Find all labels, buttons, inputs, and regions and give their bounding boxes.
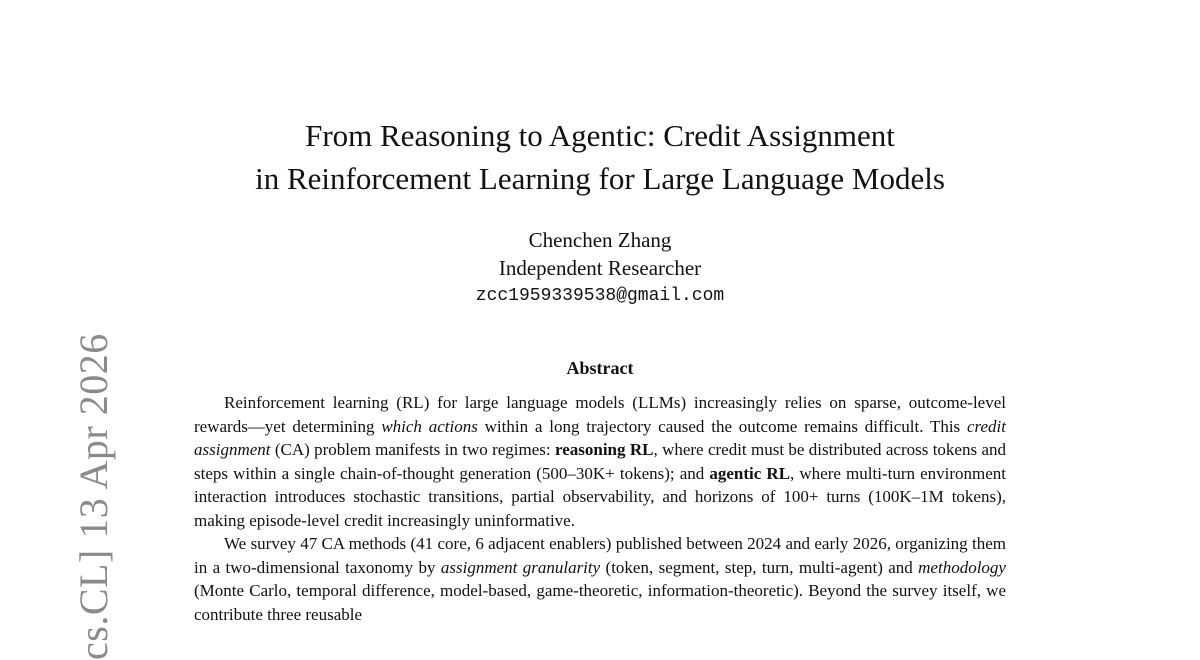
author-affiliation: Independent Researcher bbox=[498, 256, 702, 280]
abstract-emphasis: credit assignment bbox=[194, 416, 1006, 459]
abstract-text: Reinforcement learning (RL) for large language models (LLMs) increasingly relies on sparse, outcome-level rewards—yet determining bbox=[194, 393, 1006, 436]
abstract-text: (Monte Carlo, temporal difference, model-based, game-theoretic, information-theoretic). Beyond the survey itself, we contribute three reusable bbox=[194, 581, 1006, 624]
abstract-heading: Abstract bbox=[566, 358, 634, 378]
title-line-2: in Reinforcement Learning for Large Language Models bbox=[255, 161, 945, 196]
author-email[interactable]: zcc1959339538@gmail.com bbox=[475, 286, 725, 306]
abstract-text: (CA) problem manifests in two regimes: bbox=[270, 440, 555, 459]
arxiv-identifier-stamp: cs.CL] 13 Apr 2026 bbox=[71, 333, 116, 660]
abstract-text: , where multi-turn environment interaction introduces stochastic transitions, partial observability, and horizons of 100+ turns (100K–1M tokens), making episode-level credit increasingly uninformative. bbox=[194, 463, 1007, 530]
abstract-paragraph-2 bbox=[194, 532, 1006, 626]
abstract-text: We survey 47 CA methods (41 core, 6 adjacent enablers) published between 2024 and early 2026, organizing them in a two-dimensional taxonomy by bbox=[194, 534, 1006, 577]
abstract-paragraph-1 bbox=[194, 391, 1006, 532]
abstract-emphasis: assignment granularity bbox=[440, 557, 601, 577]
abstract-text: within a long trajectory caused the outcome remains difficult. This bbox=[477, 416, 967, 436]
author-name: Chenchen Zhang bbox=[528, 228, 672, 252]
abstract-text: (token, segment, step, turn, multi-agent) and bbox=[600, 557, 919, 577]
abstract-body bbox=[194, 391, 1006, 626]
abstract-bold-term: reasoning RL bbox=[554, 440, 654, 459]
title-line-1: From Reasoning to Agentic: Credit Assignment bbox=[305, 118, 895, 153]
abstract-emphasis: methodology bbox=[918, 557, 1006, 577]
abstract-emphasis: which actions bbox=[381, 416, 478, 436]
abstract-text: , where credit must be distributed across tokens and steps within a single chain-of-thought generation (500–30K+ tokens); and bbox=[194, 440, 1006, 483]
abstract-bold-term: agentic RL bbox=[709, 463, 791, 483]
author-block bbox=[0, 226, 1200, 310]
paper-title bbox=[0, 114, 1200, 200]
